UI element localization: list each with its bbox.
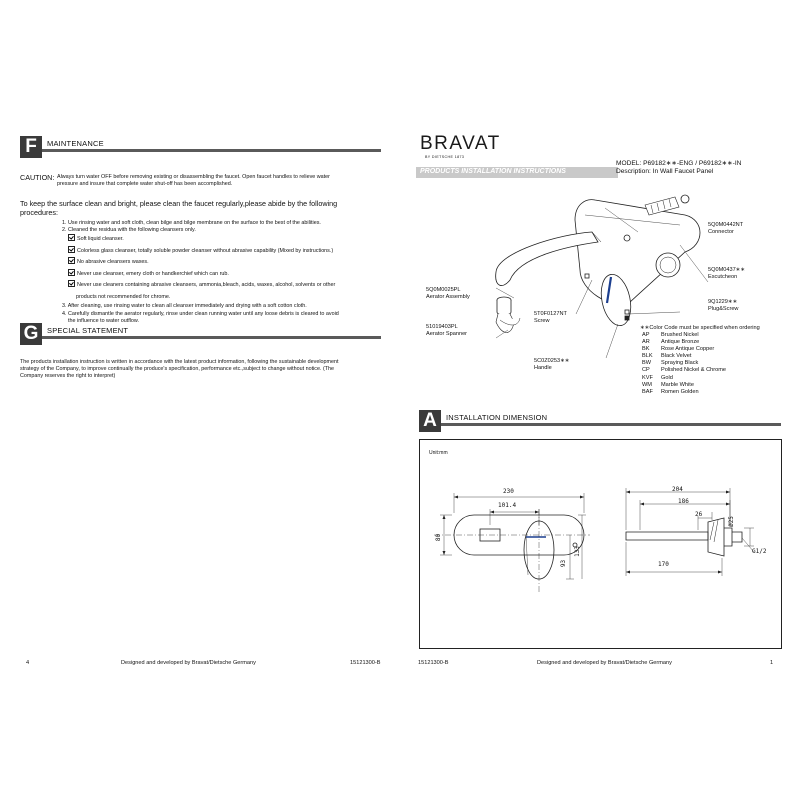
color-code: AR	[642, 339, 650, 346]
color-code: WM	[642, 381, 652, 388]
dim-diameter-25: Ø25	[727, 516, 735, 527]
dim-133: 133	[573, 546, 581, 557]
color-item	[642, 382, 792, 389]
section-a-letter: A	[419, 410, 441, 432]
part-aerator-assembly	[426, 287, 506, 300]
dim-170: 170	[658, 561, 669, 568]
caution-line-2: pressure and insure that complete water shut-off has been accomplished.	[57, 181, 233, 188]
part-code: 5Q0M0442NT	[708, 222, 744, 228]
color-code-list	[642, 332, 792, 396]
right-footer-page: 1	[770, 660, 774, 666]
section-f-title: MAINTENANCE	[47, 139, 104, 148]
part-code: 5Q0M0437∗∗	[708, 267, 746, 273]
cleanser-item	[68, 269, 392, 281]
part-name: Aerator Spanner	[426, 330, 468, 337]
part-code: 51019403PL	[426, 324, 458, 330]
statement-line-3: Company reserves the right to interpret)	[20, 373, 116, 380]
part-plug-screw	[708, 299, 788, 312]
step-3: 3. After cleaning, use rinsing water to clean all cleanser immediately and drying with a soft cotton cloth.	[62, 303, 307, 310]
right-footer-docno: 15121300-B	[418, 660, 449, 666]
color-name: Rose Antique Copper	[661, 346, 715, 353]
part-screw	[534, 311, 614, 324]
color-name: Romen Golden	[661, 388, 699, 395]
left-footer-docno: 15121300-B	[350, 660, 381, 666]
color-name: Spraying Black	[661, 360, 699, 367]
section-a-title: INSTALLATION DIMENSION	[446, 413, 548, 422]
dim-26: 26	[695, 511, 703, 518]
step-2: 2. Cleaned the residua with the following cleansers only.	[62, 227, 196, 234]
color-item	[642, 353, 792, 360]
cleanser-item	[68, 234, 392, 246]
cleanser-text: Soft liquid cleanser.	[77, 236, 124, 243]
caution-label: CAUTION:	[20, 173, 55, 182]
dim-186: 186	[678, 498, 689, 505]
unit-label: Unit:mm	[429, 450, 448, 456]
dim-230: 230	[503, 488, 514, 495]
section-g-rule	[42, 336, 381, 339]
brand-sub: BY DIETSCHE 1873	[425, 155, 465, 159]
banner-text: PRODUCTS INSTALLATION INSTRUCTIONS	[420, 168, 566, 175]
color-item	[642, 332, 792, 339]
left-footer-page: 4	[26, 660, 30, 666]
dim-80: 80	[435, 533, 443, 542]
part-aerator-spanner	[426, 324, 506, 337]
color-code: AP	[642, 332, 650, 338]
part-name: Aerator Assembly	[426, 293, 470, 300]
part-connector	[708, 222, 788, 235]
section-g-title: SPECIAL STATEMENT	[47, 326, 129, 335]
caution-text	[57, 174, 387, 188]
dim-101-4: 101.4	[498, 502, 517, 509]
dim-g-1-2: G1/2	[752, 548, 767, 555]
cleanser-text: Never use cleanser, emery cloth or handkerchief which can rub.	[77, 270, 229, 277]
section-a-header	[419, 410, 781, 432]
color-name: Polished Nickel & Chrome	[661, 367, 726, 374]
side-view-drawing	[610, 482, 780, 592]
special-statement-text	[20, 359, 390, 381]
right-footer-designed: Designed and developed by Bravat/Dietsche Germany	[537, 660, 672, 666]
color-item	[642, 360, 792, 367]
part-code: 9Q1229∗∗	[708, 299, 738, 305]
cleanser-text: Never use cleaners containing abrasive cleansers, ammonia,bleach, acids, waxes, alcohol, solvents or other	[77, 282, 336, 289]
keep-clean-line-1: To keep the surface clean and bright, please clean the faucet regularly,please abide by the following	[20, 199, 338, 208]
color-code: BAF	[642, 388, 653, 395]
step-4-continuation: the influence to water outflow.	[68, 317, 140, 324]
check-icon	[68, 280, 75, 287]
color-code: KVF	[642, 374, 653, 381]
color-item	[642, 367, 792, 374]
product-description: Description: In Wall Faucet Panel	[616, 168, 714, 175]
part-name: Screw	[534, 317, 550, 324]
color-code: CP	[642, 367, 650, 374]
section-g-header	[20, 323, 381, 345]
section-g-letter: G	[20, 323, 42, 345]
caution-line-1: Always turn water OFF before removing existing or disassembling the faucet. Open faucet handles to relieve water	[57, 174, 330, 180]
cleanser-continuation: products not recommended for chrome.	[76, 293, 171, 300]
part-name: Handle	[534, 364, 552, 371]
color-note: ∗∗Color Code must be specified when ordering	[640, 325, 760, 331]
part-handle	[534, 358, 614, 371]
instructions-banner	[416, 167, 618, 178]
step-1: 1. Use rinsing water and soft cloth, clean bilge and bilge membrane on the surface to the best of the abilities.	[62, 220, 321, 226]
section-f-rule	[42, 149, 381, 152]
color-name: Marble White	[661, 381, 694, 388]
color-code: BW	[642, 360, 652, 367]
check-icon	[68, 246, 75, 253]
color-name: Gold	[661, 374, 673, 381]
cleanser-item	[68, 280, 392, 292]
section-f-letter: F	[20, 136, 42, 158]
part-name: Connector	[708, 228, 734, 235]
part-code: 5C0Z0253∗∗	[534, 358, 570, 364]
keep-clean-line-2: procedures:	[20, 208, 58, 217]
dim-93: 93	[560, 559, 568, 568]
part-code: 5T0F0127NT	[534, 311, 567, 317]
color-item	[642, 346, 792, 353]
color-name: Antique Bronze	[661, 339, 700, 346]
brand-logo: BRAVAT	[420, 133, 501, 154]
dim-204: 204	[672, 486, 683, 493]
cleanser-item	[68, 246, 392, 258]
color-name: Black Velvet	[661, 353, 692, 360]
color-item	[642, 389, 792, 396]
right-page	[400, 0, 800, 800]
part-name: Plug&Screw	[708, 305, 739, 312]
check-icon	[68, 257, 75, 264]
color-item	[642, 375, 792, 382]
cleanser-item	[68, 257, 392, 269]
part-code: 5Q0M0025PL	[426, 287, 461, 293]
part-escutcheon	[708, 267, 788, 280]
cleanser-text: No abrasive cleansers waxes.	[77, 259, 149, 266]
color-item	[642, 339, 792, 346]
step-4: 4. Carefully dismantle the aerator regularly, rinse under clean running water until any loose debris is cleared to avoid	[62, 310, 339, 317]
color-name: Brushed Nickel	[661, 332, 699, 338]
left-footer-designed: Designed and developed by Bravat/Dietsche Germany	[121, 660, 256, 666]
check-icon	[68, 234, 75, 241]
color-code: BK	[642, 346, 650, 353]
cleanser-list	[62, 234, 392, 303]
statement-line-1: The products installation instruction is written in accordance with the latest product information, following the sustainable development	[20, 359, 339, 365]
maintenance-steps	[62, 220, 392, 325]
model-number: MODEL: P69182∗∗-ENG / P69182∗∗-IN	[616, 160, 742, 167]
part-name: Escutcheon	[708, 273, 738, 280]
statement-line-2: strategy of the Company, to improve continually the produce's specification, performance etc.,subject to change without notice. (The	[20, 366, 335, 373]
section-f-header	[20, 136, 381, 158]
cleanser-text: Colorless glass cleanser, totally soluble powder cleanser without abrasive capability (Mixed by instructions.)	[77, 247, 334, 254]
check-icon	[68, 269, 75, 276]
keep-clean-intro	[20, 199, 390, 217]
section-a-rule	[441, 423, 781, 426]
color-code: BLK	[642, 353, 653, 360]
